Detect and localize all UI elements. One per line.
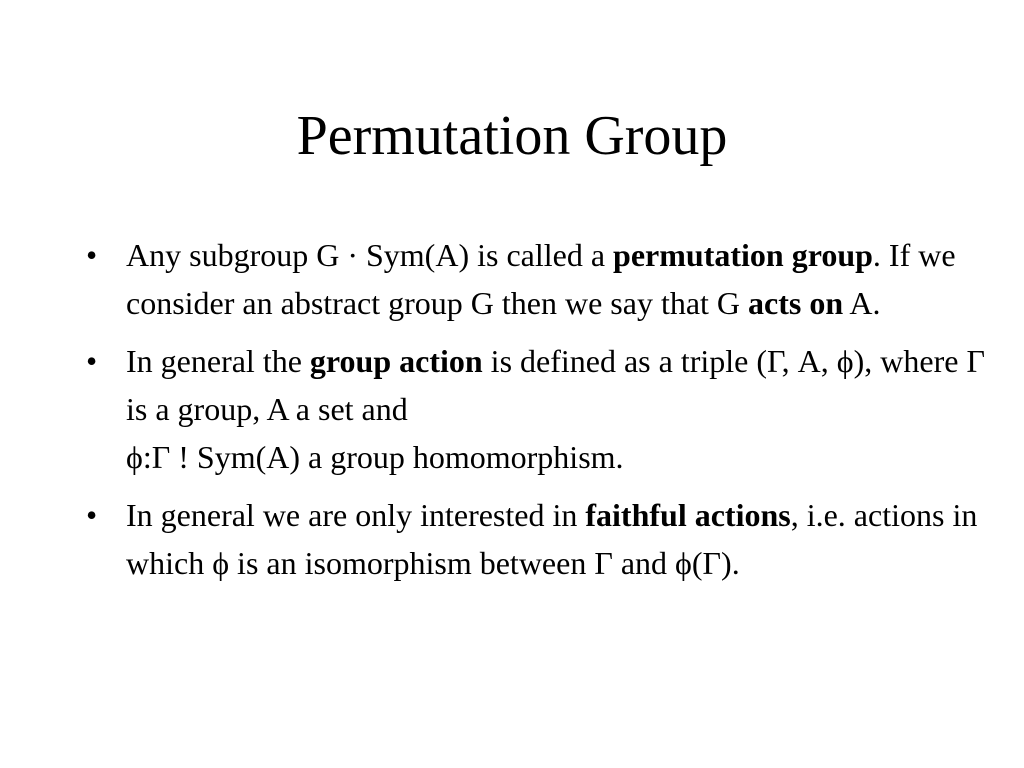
text-run: is defined as a triple (Γ, A, ϕ), where Γ is a group, A a set and — [126, 343, 985, 427]
bold-term-permutation-group: permutation group — [613, 237, 873, 273]
bullet-item — [86, 337, 986, 481]
text-run: In general the — [126, 343, 310, 379]
bullet-icon: • — [86, 237, 98, 273]
slide-title: Permutation Group — [296, 105, 728, 167]
text-run: ϕ:Γ ! Sym(A) a group homomorphism. — [126, 439, 624, 475]
bullet-text — [126, 337, 986, 481]
bold-term-acts-on: acts on — [748, 285, 844, 321]
bullet-icon: • — [86, 497, 98, 533]
bullet-text — [126, 231, 986, 327]
bullet-text — [126, 491, 986, 587]
text-run: In general we are only interested in — [126, 497, 586, 533]
text-run: , i.e. actions in which ϕ is an isomorphism between Γ and ϕ(Γ). — [126, 497, 978, 581]
text-run: . If we consider an abstract group G then we say that G — [126, 237, 956, 321]
bold-term-group-action: group action — [309, 343, 483, 379]
bullet-item — [86, 231, 986, 327]
bullet-item — [86, 491, 986, 587]
bullet-list — [86, 231, 986, 597]
bold-term-faithful-actions: faithful actions — [585, 497, 791, 533]
text-run: A. — [843, 285, 881, 321]
text-run: Any subgroup G · Sym(A) is called a — [126, 237, 614, 273]
bullet-icon: • — [86, 343, 98, 379]
